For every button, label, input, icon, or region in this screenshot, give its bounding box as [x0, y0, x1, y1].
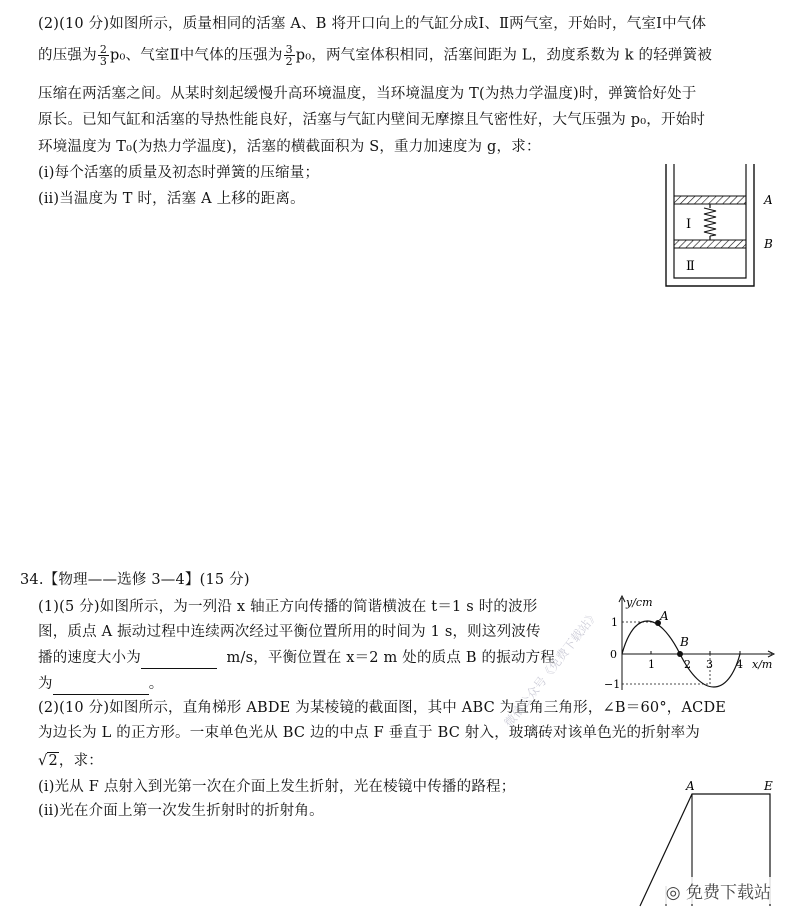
answer-blank-equation[interactable]	[53, 674, 149, 695]
wave-figure	[600, 592, 780, 696]
point-a-label: A	[660, 609, 669, 623]
q33-line-1: (2)(10 分)如图所示，质量相同的活塞 A、B 将开口向上的气缸分成Ⅰ、Ⅱ两气室，开始时，气室Ⅰ中气体	[38, 16, 707, 32]
q33-line-3: 压缩在两活塞之间。从某时刻起缓慢升高环境温度，当环境温度为 T(为热力学温度)时，弹簧恰好处于	[38, 86, 697, 102]
q34-p1-line-1: (1)(5 分)如图所示，为一列沿 x 轴正方向传播的简谐横波在 t＝1 s 时的波形	[38, 599, 538, 615]
x-tick-2: 2	[684, 658, 691, 671]
piston-a-label: A	[764, 193, 773, 207]
sqrt-two: √2	[38, 753, 58, 769]
fraction-three-halves: $\frac{3}{2}$	[285, 43, 293, 68]
point-b-label: B	[680, 635, 689, 649]
q34-p2-line-3b: ，求：	[58, 753, 103, 769]
q33-line-2c: p₀，两气室体积相同，活塞间距为 L，劲度系数为 k 的轻弹簧被	[295, 47, 713, 64]
piston-b	[674, 240, 746, 248]
q33-line-2	[38, 44, 712, 67]
q33-line-2b: p₀、气室Ⅱ中气体的压强为	[110, 47, 283, 64]
q33-line-2a: 的压强为	[38, 47, 97, 64]
q34-p1-line-4b: 。	[148, 676, 164, 692]
q34-p1-line-3	[38, 648, 555, 669]
q34-p1-line-4	[38, 674, 163, 695]
q33-line-4: 原长。已知气缸和活塞的导热性能良好，活塞与气缸内壁间无摩擦且气密性好，大气压强为 p₀，开始时	[38, 112, 706, 128]
brand-text: 免费下载站	[686, 883, 771, 903]
y-tick-0: 0	[610, 648, 617, 661]
q33-line-6: (ⅰ)每个活塞的质量及初态时弹簧的压缩量；	[38, 165, 320, 181]
q34-p1-line-4a: 为	[38, 676, 53, 692]
x-tick-3: 3	[706, 658, 713, 671]
q34-p1-line-3a: 播的速度大小为	[38, 650, 141, 666]
q34-p1-line-2: 图，质点 A 振动过程中连续两次经过平衡位置所用的时间为 1 s，则这列波传	[38, 624, 541, 640]
q34-p2-line-3	[38, 751, 103, 771]
q34-heading: 34.【物理——选修 3—4】(15 分)	[20, 572, 250, 588]
y-tick-neg1: −1	[604, 678, 621, 691]
q34-p1-line-3b: m/s，平衡位置在 x＝2 m 处的质点 B 的振动方程	[226, 650, 556, 666]
vertex-e-label: E	[764, 779, 773, 793]
x-tick-4: 4	[736, 658, 743, 671]
vertex-a-label: A	[686, 779, 695, 793]
chamber-2-label: Ⅱ	[686, 259, 695, 274]
piston-a	[674, 196, 746, 204]
x-tick-1: 1	[648, 658, 655, 671]
y-axis-label: y/cm	[626, 596, 653, 609]
q33-line-7: (ⅱ)当温度为 T 时，活塞 A 上移的距离。	[38, 191, 305, 207]
point-b	[677, 651, 683, 657]
q34-p2-line-4: (ⅰ)光从 F 点射入到光第一次在介面上发生折射，光在棱镜中传播的路程；	[38, 779, 516, 795]
answer-blank-speed[interactable]	[141, 648, 217, 669]
piston-b-label: B	[764, 237, 773, 251]
q34-p2-line-5: (ⅱ)光在介面上第一次发生折射时的折射角。	[38, 803, 324, 819]
x-axis-label: x/m	[752, 658, 773, 671]
brand-watermark	[663, 877, 774, 904]
chamber-1-label: Ⅰ	[686, 217, 692, 232]
fraction-two-thirds: $\frac{2}{3}$	[99, 43, 108, 68]
spring	[704, 204, 716, 240]
cylinder-figure	[660, 160, 780, 292]
q34-p2-line-1: (2)(10 分)如图所示，直角梯形 ABDE 为某棱镜的截面图，其中 ABC 为直角三角形，∠B＝60°，ACDE	[38, 700, 727, 716]
wechat-icon: ◎	[665, 883, 681, 903]
diagonal-watermark: 微信公众号《免费下载站》	[501, 607, 602, 730]
q33-line-5: 环境温度为 T₀(为热力学温度)，活塞的横截面积为 S，重力加速度为 g，求：	[38, 139, 541, 155]
y-tick-1: 1	[611, 616, 618, 629]
q34-p2-line-2: 为边长为 L 的正方形。一束单色光从 BC 边的中点 F 垂直于 BC 射入，玻璃砖对该单色光的折射率为	[38, 725, 700, 741]
